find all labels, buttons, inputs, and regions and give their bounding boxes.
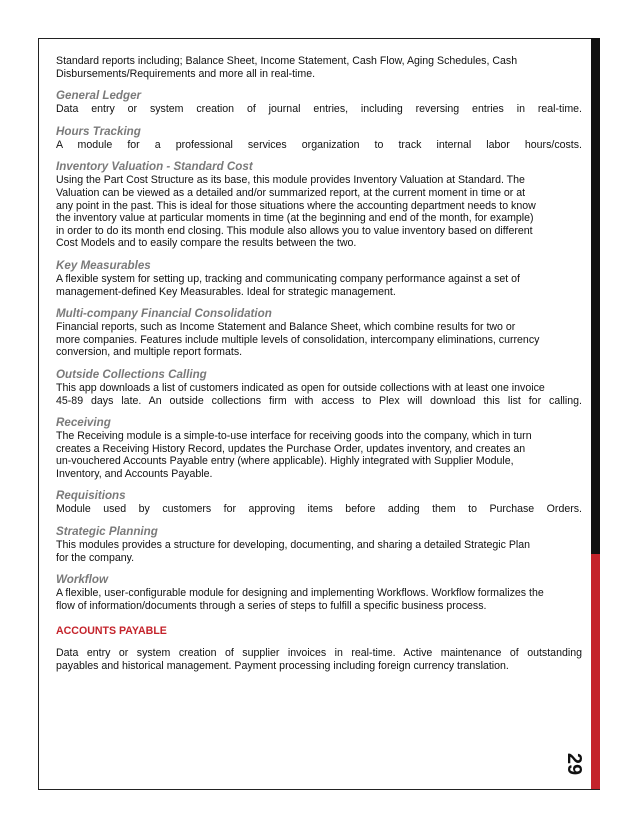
section-hours-tracking bbox=[56, 125, 582, 152]
section-body-line: The Receiving module is a simple-to-use interface for receiving goods into the company, which in turn bbox=[56, 430, 532, 443]
section-body-line: 45-89 days late. An outside collections firm with access to Plex will download this list for calling. bbox=[56, 394, 582, 407]
intro-line: Standard reports including; Balance Sheet, Income Statement, Cash Flow, Aging Schedules, Cash bbox=[56, 55, 518, 67]
section-requisitions bbox=[56, 489, 582, 516]
section-body-line: This modules provides a structure for developing, documenting, and sharing a detailed Strategic Plan bbox=[56, 539, 531, 552]
section-strategic-planning bbox=[56, 525, 582, 564]
section-body-line: A flexible system for setting up, tracking and communicating company performance against a set of bbox=[56, 272, 521, 285]
section-body-line: flow of information/documents through a series of steps to fulfill a specific business process. bbox=[56, 599, 487, 612]
accounts-payable-body bbox=[56, 647, 582, 672]
section-body-line: in order to do its month end closing. This module also allows you to value inventory based on different bbox=[56, 224, 533, 237]
accounts-payable-line: payables and historical management. Payment processing including foreign currency translation. bbox=[56, 660, 509, 673]
module-sections bbox=[56, 89, 582, 612]
section-body-line: This app downloads a list of customers indicated as open for outside collections with at least one invoice bbox=[56, 381, 545, 394]
page-number: 29 bbox=[563, 752, 586, 776]
section-heading: Key Measurables bbox=[56, 258, 151, 272]
section-body-line: Financial reports, such as Income Statement and Balance Sheet, which combine results for two or bbox=[56, 321, 516, 334]
section-workflow bbox=[56, 573, 582, 612]
section-body-line: Valuation can be viewed as a detailed and/or summarized report, at the current moment in time or at bbox=[56, 186, 526, 199]
section-outside-collections-calling bbox=[56, 368, 582, 407]
section-heading: Outside Collections Calling bbox=[56, 367, 207, 381]
section-body-line: A module for a professional services organization to track internal labor hours/costs. bbox=[56, 138, 582, 151]
section-body-line: A flexible, user-configurable module for designing and implementing Workflows. Workflow formalizes the bbox=[56, 587, 544, 600]
section-inventory-valuation-standard-cost bbox=[56, 160, 582, 250]
section-body-line: more companies. Features include multiple levels of consolidation, intercompany eliminations, currency bbox=[56, 333, 540, 346]
section-multi-company-financial-consolidation bbox=[56, 307, 582, 359]
section-heading: Receiving bbox=[56, 416, 111, 430]
section-key-measurables bbox=[56, 259, 582, 298]
section-body-line: conversion, and multiple report formats. bbox=[56, 346, 243, 359]
intro-paragraph bbox=[56, 55, 582, 80]
section-body-line: the inventory value at particular moments in time (at the beginning and end of the month, for example) bbox=[56, 212, 534, 225]
side-bar-accent bbox=[591, 554, 600, 789]
section-heading: Multi-company Financial Consolidation bbox=[56, 307, 272, 321]
section-body-line: Data entry or system creation of journal entries, including reversing entries in real-time. bbox=[56, 103, 582, 116]
section-body-line: management-defined Key Measurables. Ideal for strategic management. bbox=[56, 285, 396, 298]
section-body-line: Using the Part Cost Structure as its base, this module provides Inventory Valuation at Standard. The bbox=[56, 174, 525, 187]
accounts-payable-line: Data entry or system creation of supplier invoices in real-time. Active maintenance of outstanding bbox=[56, 647, 582, 660]
accounts-payable-section bbox=[56, 624, 582, 672]
section-body-line: creates a Receiving History Record, updates the Purchase Order, updates inventory, and creates an bbox=[56, 442, 526, 455]
section-body-line: Inventory, and Accounts Payable. bbox=[56, 467, 213, 480]
section-general-ledger bbox=[56, 89, 582, 116]
section-body-line: un-vouchered Accounts Payable entry (where applicable). Highly integrated with Supplier Module, bbox=[56, 455, 514, 468]
section-body-line: any point in the past. This is ideal for those situations where the accounting department needs to know bbox=[56, 199, 536, 212]
intro-line: Disbursements/Requirements and more all in real-time. bbox=[56, 67, 316, 80]
accounts-payable-heading: ACCOUNTS PAYABLE bbox=[56, 625, 167, 638]
section-heading: Hours Tracking bbox=[56, 124, 141, 138]
section-heading: Workflow bbox=[56, 573, 108, 587]
section-heading: Strategic Planning bbox=[56, 525, 158, 539]
section-body-line: for the company. bbox=[56, 551, 135, 564]
section-heading: Inventory Valuation - Standard Cost bbox=[56, 160, 253, 174]
section-receiving bbox=[56, 416, 582, 480]
document-body bbox=[56, 55, 582, 673]
section-heading: Requisitions bbox=[56, 489, 126, 503]
section-body-line: Cost Models and to easily compare the results between the two. bbox=[56, 237, 357, 250]
side-bar-dark bbox=[591, 38, 600, 554]
section-heading: General Ledger bbox=[56, 89, 142, 103]
section-body-line: Module used by customers for approving items before adding them to Purchase Orders. bbox=[56, 503, 582, 516]
